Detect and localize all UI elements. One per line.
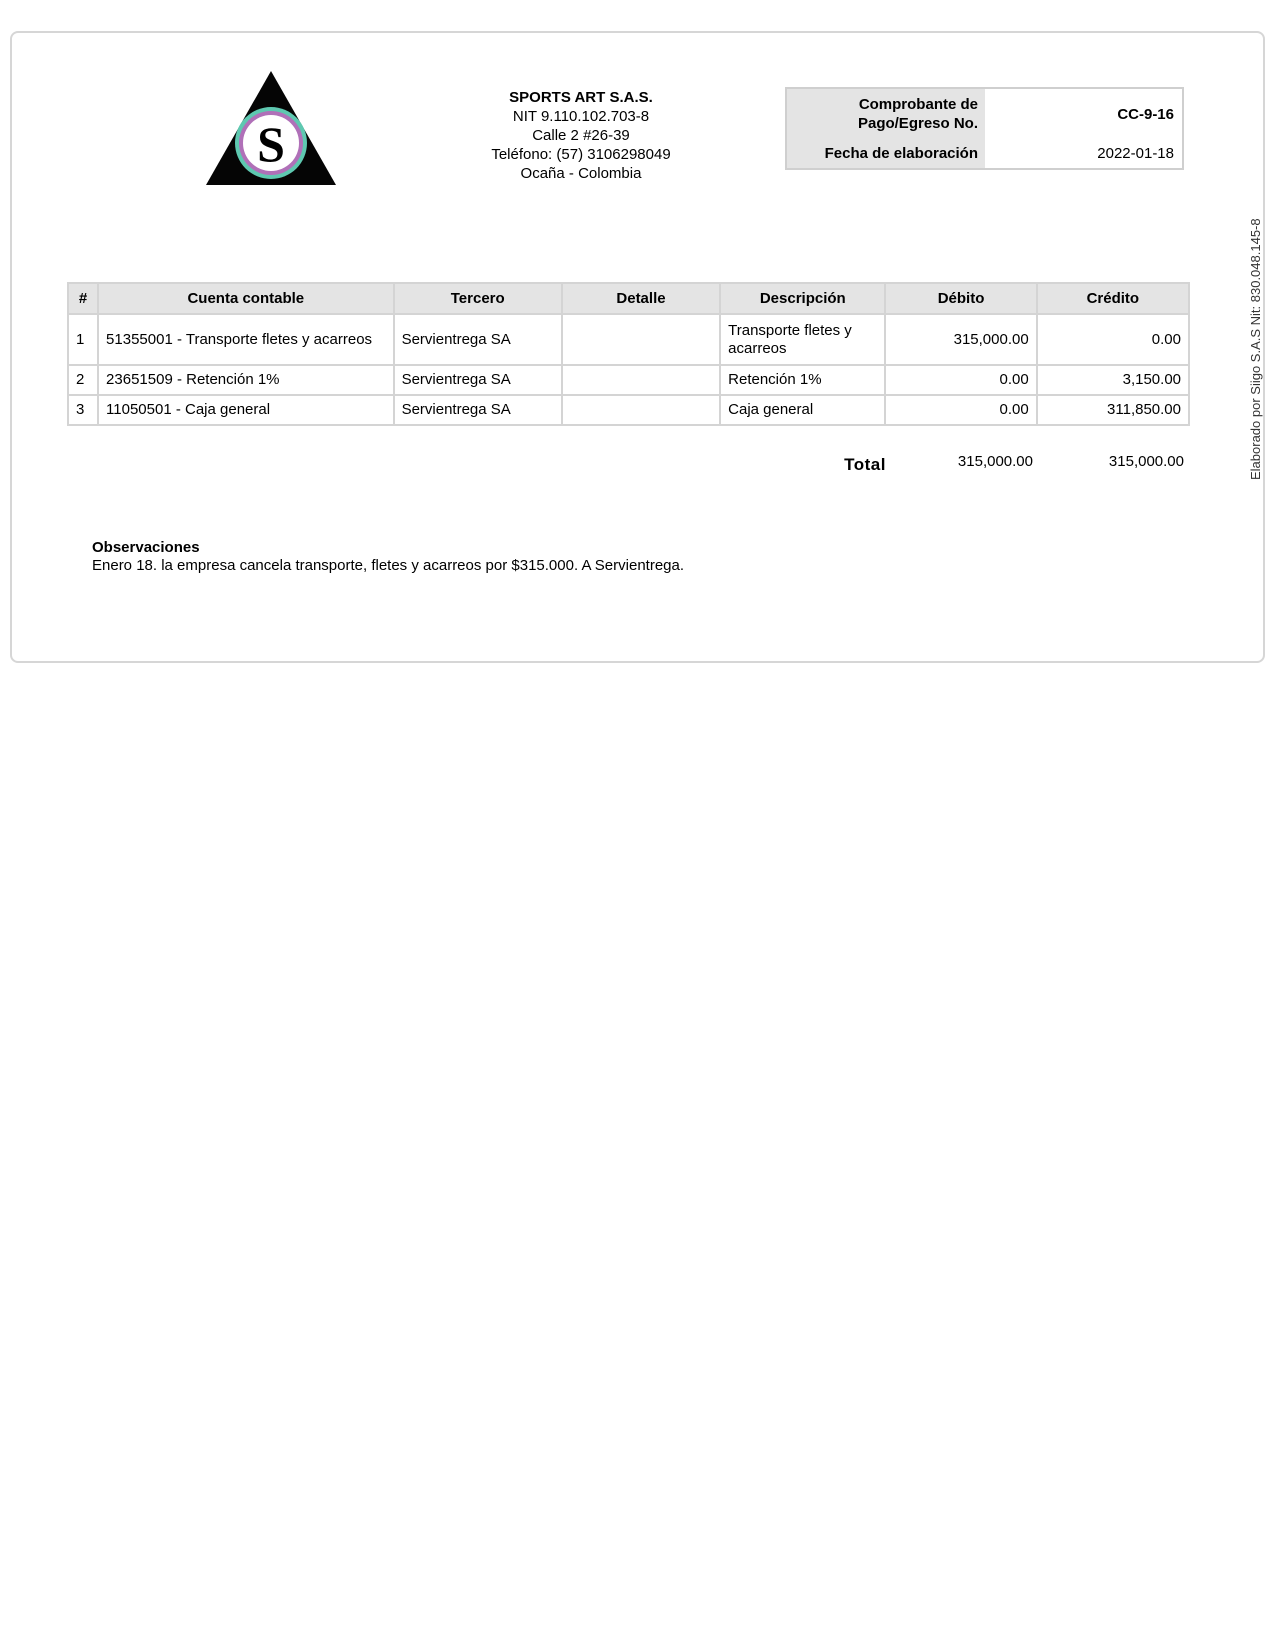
company-address: Calle 2 #26-39 bbox=[532, 127, 630, 144]
row-description: Transporte fletes y acarreos bbox=[720, 314, 885, 365]
header-credit: Crédito bbox=[1037, 283, 1189, 314]
observations-title: Observaciones bbox=[92, 539, 200, 556]
row-index: 2 bbox=[68, 365, 98, 395]
observations-text: Enero 18. la empresa cancela transporte, fletes y acarreos por $315.000. A Servientrega. bbox=[92, 557, 685, 574]
company-name: SPORTS ART S.A.S. bbox=[509, 89, 653, 106]
row-debit: 315,000.00 bbox=[885, 314, 1036, 365]
row-description: Caja general bbox=[720, 395, 885, 425]
row-index: 3 bbox=[68, 395, 98, 425]
company-city: Ocaña - Colombia bbox=[520, 165, 642, 182]
row-account: 11050501 - Caja general bbox=[98, 395, 394, 425]
header-third-party: Tercero bbox=[394, 283, 562, 314]
side-note-text: Elaborado por Siigo S.A.S Nit: 830.048.145-8 bbox=[1248, 218, 1263, 480]
row-debit: 0.00 bbox=[885, 365, 1036, 395]
header-account: Cuenta contable bbox=[98, 283, 394, 314]
table-header-row bbox=[68, 283, 1189, 314]
company-info bbox=[470, 88, 692, 183]
sports-art-logo bbox=[206, 71, 336, 185]
company-nit: NIT 9.110.102.703-8 bbox=[512, 108, 650, 125]
voucher-info-box bbox=[785, 87, 1184, 170]
voucher-date-label: Fecha de elaboración bbox=[787, 139, 985, 168]
row-credit: 3,150.00 bbox=[1037, 365, 1189, 395]
row-third-party: Servientrega SA bbox=[394, 314, 562, 365]
header-debit: Débito bbox=[885, 283, 1036, 314]
row-description: Retención 1% bbox=[720, 365, 885, 395]
row-account: 23651509 - Retención 1% bbox=[98, 365, 394, 395]
total-label: Total bbox=[844, 455, 886, 474]
row-credit: 311,850.00 bbox=[1037, 395, 1189, 425]
company-phone: Teléfono: (57) 3106298049 bbox=[491, 146, 671, 163]
row-index: 1 bbox=[68, 314, 98, 365]
side-note bbox=[1248, 212, 1266, 480]
table-row bbox=[68, 314, 1189, 365]
total-credit: 315,000.00 bbox=[1108, 453, 1184, 470]
table-row bbox=[68, 395, 1189, 425]
row-detail bbox=[562, 365, 720, 395]
row-detail bbox=[562, 395, 720, 425]
voucher-number-label: Comprobante de Pago/Egreso No. bbox=[787, 89, 985, 139]
row-account: 51355001 - Transporte fletes y acarreos bbox=[98, 314, 394, 365]
row-credit: 0.00 bbox=[1037, 314, 1189, 365]
accounting-table bbox=[67, 282, 1190, 426]
row-third-party: Servientrega SA bbox=[394, 395, 562, 425]
row-detail bbox=[562, 314, 720, 365]
header-detail: Detalle bbox=[562, 283, 720, 314]
total-debit: 315,000.00 bbox=[957, 453, 1033, 470]
row-third-party: Servientrega SA bbox=[394, 365, 562, 395]
voucher-date-value: 2022-01-18 bbox=[1097, 145, 1174, 162]
row-debit: 0.00 bbox=[885, 395, 1036, 425]
voucher-number-value: CC-9-16 bbox=[1117, 105, 1174, 123]
table-row bbox=[68, 365, 1189, 395]
header-index: # bbox=[68, 283, 98, 314]
header-description: Descripción bbox=[720, 283, 885, 314]
observations-section bbox=[92, 539, 684, 575]
logo-letter: S bbox=[257, 116, 285, 172]
